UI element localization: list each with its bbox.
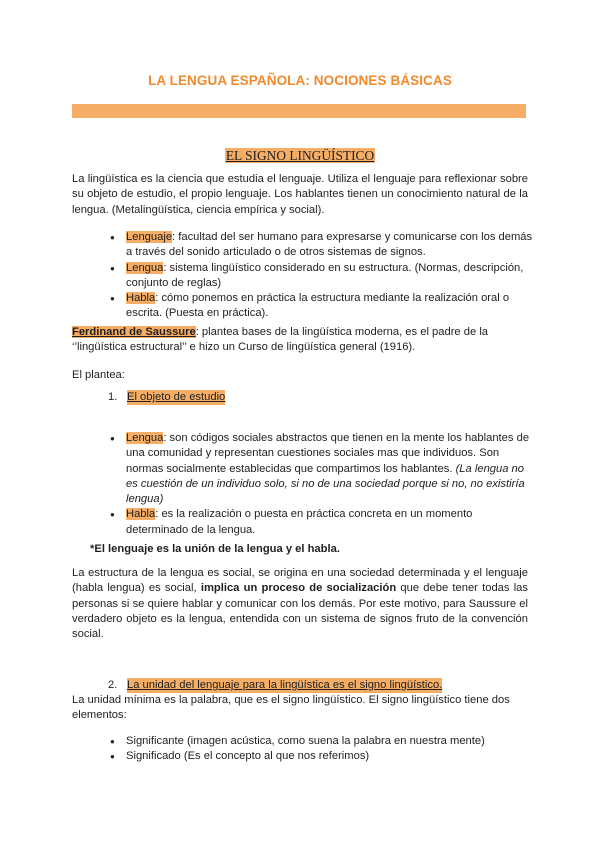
list-item bbox=[72, 261, 534, 292]
estructura-paragraph bbox=[72, 566, 528, 642]
intro-paragraph: La lingüística es la ciencia que estudia el lenguaje. Utiliza el lenguaje para reflexionar sobre su objeto de estudio, el propio lenguaje. Los hablantes tienen un conocimiento natural de la lengua. (Metalingüística, ciencia empírica y social). bbox=[72, 173, 528, 216]
list-item: ● Significado (Es el concepto al que nos referimos) bbox=[72, 749, 534, 764]
list-item bbox=[72, 507, 534, 538]
item-number: 2. bbox=[108, 679, 118, 691]
term-lengua: Lengua bbox=[126, 432, 164, 444]
item-text: El objeto de estudio bbox=[127, 390, 225, 405]
term-habla: Habla bbox=[126, 292, 156, 305]
list-item bbox=[72, 230, 534, 261]
union-note-text: *El lenguaje es la unión de la lengua y el habla. bbox=[90, 543, 340, 555]
definition-text: : facultad del ser humano para expresarse y comunicarse con los demás a través del sonido articulado o de otros sistemas de signos. bbox=[126, 231, 533, 259]
item-number: 1. bbox=[108, 391, 118, 403]
definition-text: : sistema lingüístico considerado en su estructura. (Normas, descripción, conjunto de reglas) bbox=[126, 261, 524, 289]
term-lengua: Lengua bbox=[126, 261, 164, 274]
saussure-name: Ferdinand de Saussure bbox=[72, 326, 196, 338]
term-lenguaje: Lenguaje bbox=[126, 231, 173, 243]
section-title bbox=[0, 147, 600, 164]
list-item bbox=[72, 431, 534, 507]
plantea-label: El plantea: bbox=[72, 369, 125, 381]
unidad-paragraph: La unidad mínima es la palabra, que es el signo lingüístico. El signo lingüístico tiene dos elementos: bbox=[72, 694, 510, 722]
definition-italic: (La lengua no es cuestión de un individuo solo, si no de una sociedad porque si no, no existiría lengua) bbox=[126, 462, 525, 506]
signo-elements-list bbox=[72, 734, 534, 765]
definition-text: : cómo ponemos en práctica la estructura mediante la realización oral o escrita. (Puesta en práctica). bbox=[126, 292, 510, 320]
item-text: La unidad del lenguaje para la lingüística es el signo lingüístico. bbox=[127, 678, 442, 693]
list-item: ● Significante (imagen acústica, como suena la palabra en nuestra mente) bbox=[72, 734, 534, 749]
term-habla: Habla bbox=[126, 508, 156, 521]
estructura-text-1: La estructura de la lengua es social, se origina en una sociedad determinada y el lenguaje (habla lengua) es social, bbox=[72, 567, 528, 595]
saussure-text: : plantea bases de la lingüística moderna, es el padre de la ‘’lingüística estructural’’ e hizo un Curso de lingüística general (1916). bbox=[72, 326, 489, 354]
list-item bbox=[72, 291, 534, 322]
document-title: LA LENGUA ESPAÑOLA: NOCIONES BÁSICAS bbox=[148, 73, 452, 88]
definition-text: : son códigos sociales abstractos que tienen en la mente los hablantes de una comunidad y representan cuestiones sociales mas que individuos. Son normas socialmente establecidas que compartimos los hablantes. bbox=[126, 432, 530, 475]
estructura-bold: implica un proceso de socialización bbox=[200, 582, 397, 595]
orange-divider-bar bbox=[72, 104, 526, 118]
lengua-habla-list bbox=[72, 431, 534, 538]
definitions-list bbox=[72, 230, 534, 322]
union-note bbox=[90, 542, 546, 557]
section-title-text: EL SIGNO LINGÜÍSTICO bbox=[225, 148, 375, 163]
definition-text: : es la realización o puesta en práctica concreta en un momento determinado de la lengua. bbox=[126, 508, 473, 536]
saussure-paragraph bbox=[72, 325, 528, 356]
estructura-text-2: que debe tener todas las personas si se quiere hablar y comunicar con los demás. Por este motivo, para Saussure el verdadero objeto es la lengua, entendida con un sistema de signos fruto de la convención social. bbox=[72, 582, 529, 641]
